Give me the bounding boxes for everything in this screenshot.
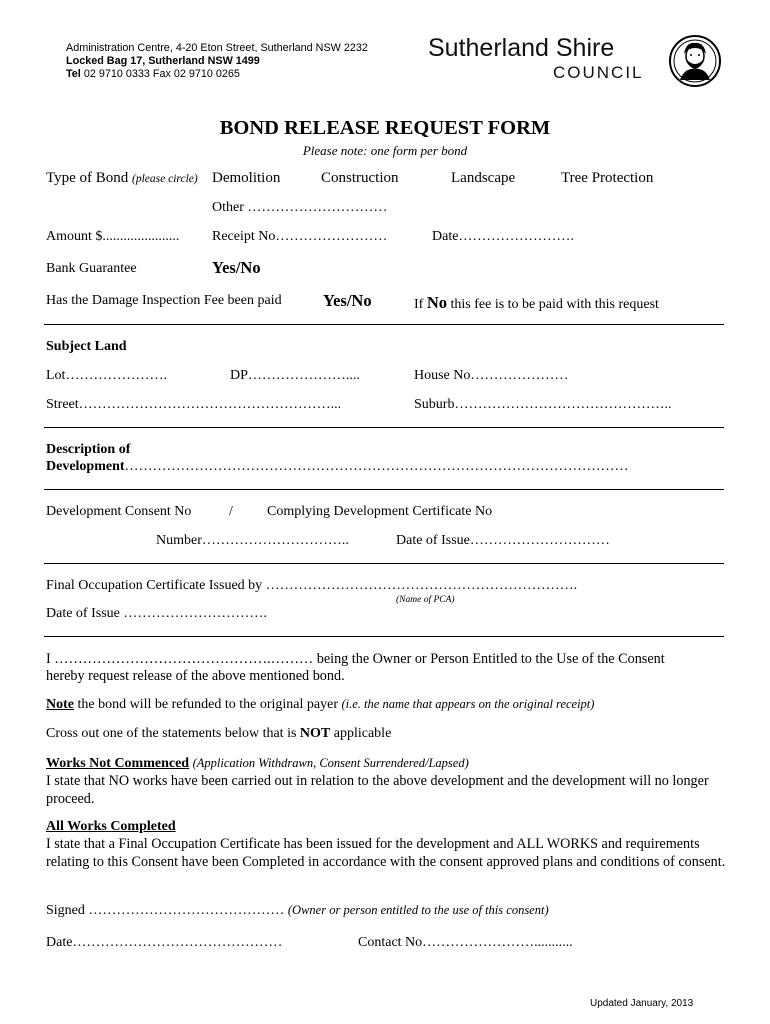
consent-date-field[interactable]: Date of Issue………………………… [396,533,610,548]
divider [44,636,724,637]
signature-date-field[interactable]: Date……………………………………… [46,935,283,950]
inspection-fee-note: If No this fee is to be paid with this request [414,293,659,312]
bond-type-hint: (please circle) [132,173,198,185]
updated-date: Updated January, 2013 [590,998,694,1009]
all-works-completed-statement: I state that a Final Occupation Certificate has been issued for the development and ALL WORKS and requirements relating to this Consent have been Completed in accordance with the consent approved plans and conditions of consent. [46,836,726,870]
council-address-line2: Locked Bag 17, Sutherland NSW 1499 [66,55,260,67]
council-emblem-icon [668,34,722,88]
contact-no-field[interactable]: Contact No……………………........... [358,935,573,950]
development-consent-label: Development Consent No [46,504,192,519]
house-no-field[interactable]: House No………………… [414,368,569,383]
cross-out-instruction: Cross out one of the statements below that is NOT applicable [46,726,392,741]
works-not-commenced-statement: I state that NO works have been carried out in relation to the above development and the development will no longer proceed. [46,773,709,807]
consent-number-field[interactable]: Number………………………….. [156,533,349,548]
suburb-field[interactable]: Suburb……………………………………….. [414,397,672,412]
signature-field[interactable]: Signed …………………………………… (Owner or person entitled to the use of this consent) [46,903,549,918]
dp-field[interactable]: DP………………….... [230,368,360,383]
bond-option-tree-protection[interactable]: Tree Protection [561,170,654,186]
council-logo-title: Sutherland Shire [428,34,615,62]
complying-certificate-label: Complying Development Certificate No [267,504,493,519]
inspection-fee-label: Has the Damage Inspection Fee been paid [46,293,282,308]
bond-type-label: Type of Bond (please circle) [46,170,198,186]
occupation-certificate-field[interactable]: Final Occupation Certificate Issued by …………………………………………………………. [46,578,578,593]
council-address-line1: Administration Centre, 4-20 Eton Street, Sutherland NSW 2232 [66,42,368,54]
bond-option-landscape[interactable]: Landscape [451,170,516,186]
divider [44,427,724,428]
street-field[interactable]: Street………………………………………………... [46,397,342,412]
owner-declaration-line2: hereby request release of the above mentioned bond. [46,668,345,684]
signature-hint: (Owner or person entitled to the use of this consent) [287,903,549,917]
description-label: Description of [46,442,131,457]
refund-note: Note the bond will be refunded to the original payer (i.e. the name that appears on the original receipt) [46,697,595,712]
description-field[interactable]: Development……………………………………………………………………………………………… [46,459,629,474]
divider [44,324,724,325]
lot-field[interactable]: Lot…………………. [46,368,167,383]
bond-option-construction[interactable]: Construction [321,170,399,186]
form-title: BOND RELEASE REQUEST FORM [219,117,551,139]
pca-name-hint: (Name of PCA) [396,595,455,605]
divider [44,489,724,490]
receipt-no-field[interactable]: Receipt No…………………… [212,229,388,244]
occupation-date-field[interactable]: Date of Issue …………………………. [46,606,267,621]
owner-declaration-line[interactable]: I ……………………………………….……… being the Owner or Person Entitled to the Use of the Consent [46,651,665,667]
works-not-commenced-heading[interactable]: Works Not Commenced (Application Withdrawn, Consent Surrendered/Lapsed) [46,756,469,771]
bond-option-demolition[interactable]: Demolition [212,170,281,186]
inspection-fee-yes-no[interactable]: Yes/No [323,291,372,310]
bank-guarantee-yes-no[interactable]: Yes/No [212,258,261,277]
form-subtitle: Please note: one form per bond [302,143,468,158]
divider [44,563,724,564]
all-works-completed-heading[interactable]: All Works Completed [46,819,176,834]
bond-option-other-field[interactable]: Other ………………………… [212,200,388,215]
council-logo-subtitle: COUNCIL [553,63,644,82]
council-phone: Tel 02 9710 0333 Fax 02 9710 0265 [66,68,240,80]
amount-field[interactable]: Amount $...................... [46,229,180,244]
bank-guarantee-label: Bank Guarantee [46,261,137,276]
subject-land-heading: Subject Land [46,339,127,354]
receipt-date-field[interactable]: Date……………………. [432,229,574,244]
consent-separator: / [229,504,233,519]
